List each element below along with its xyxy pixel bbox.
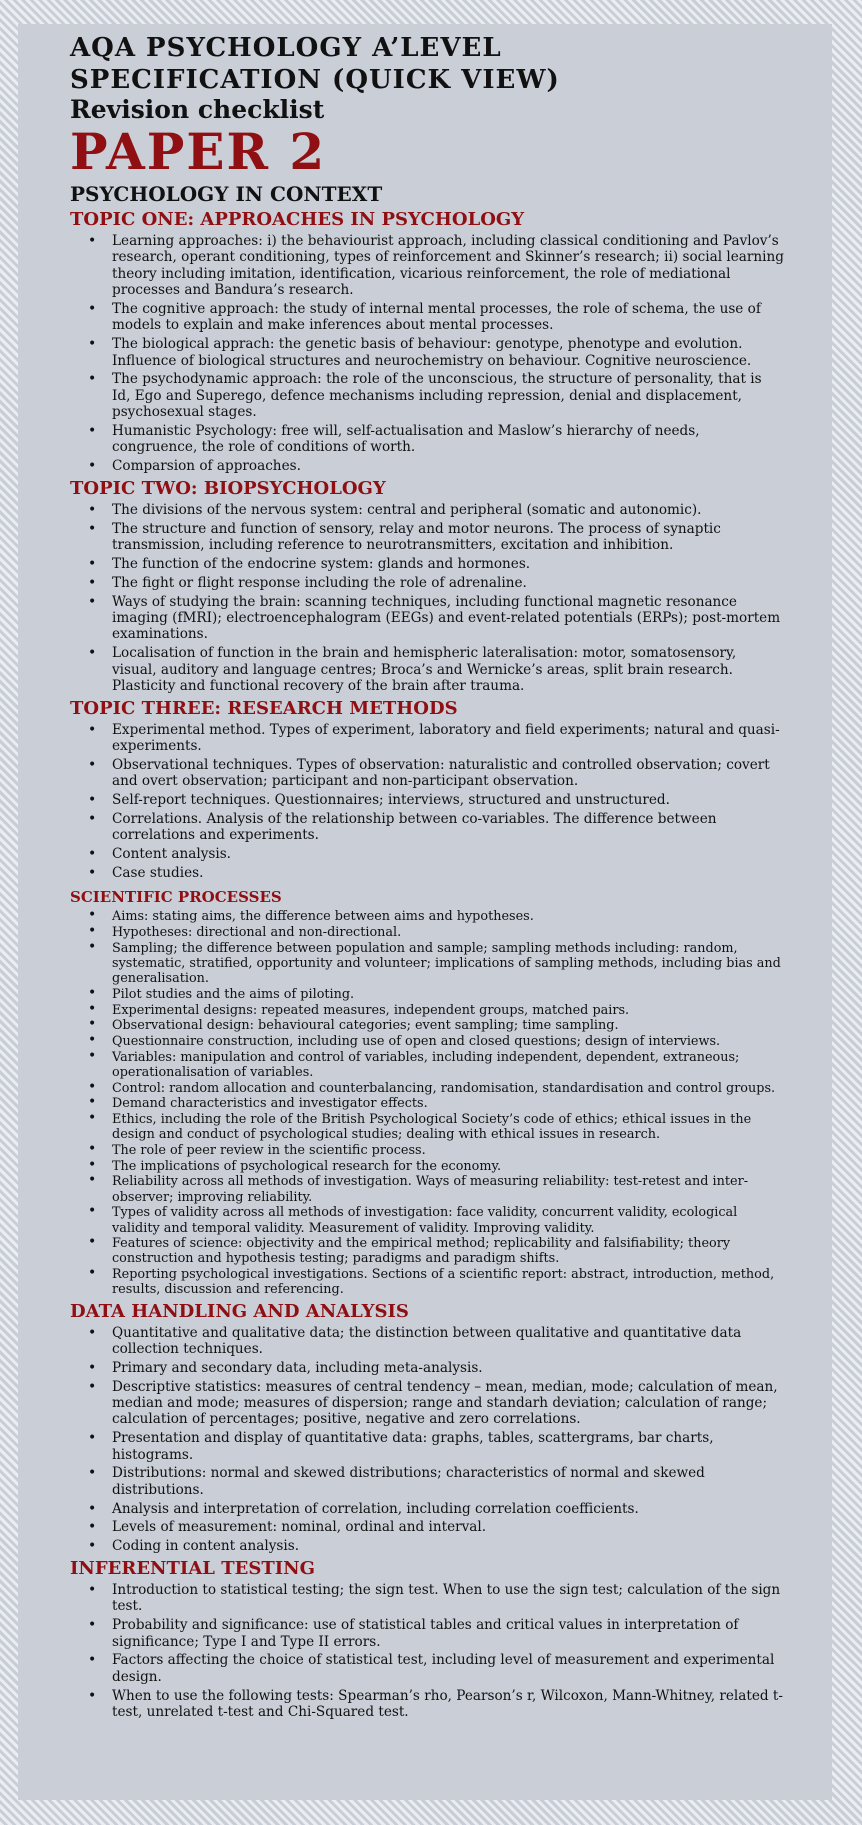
paper-heading: PAPER 2 (70, 122, 327, 181)
list-item: • Presentation and display of quantitative data: graphs, tables, scattergrams, bar charts, histograms. (112, 1430, 784, 1463)
section-list (70, 233, 784, 475)
section (70, 1557, 784, 1720)
section-heading: TOPIC THREE: RESEARCH METHODS (70, 697, 458, 719)
list-item: • Types of validity across all methods of investigation: face validity, concurrent validity, ecological validity and temporal validity. Measurement of validity. Improving validity. (112, 1205, 784, 1235)
list-item: • Comparsion of approaches. (112, 458, 784, 474)
list-item: • Distributions: normal and skewed distributions; characteristics of normal and skewed distributions. (112, 1465, 784, 1498)
checklist-panel (18, 24, 832, 1800)
list-item: • Self-report techniques. Questionnaires; interviews, structured and unstructured. (112, 792, 784, 808)
list-item: • The implications of psychological research for the economy. (112, 1159, 784, 1174)
section-heading: TOPIC ONE: APPROACHES IN PSYCHOLOGY (70, 209, 525, 230)
context-heading: PSYCHOLOGY IN CONTEXT (70, 182, 383, 206)
list-item: • Hypotheses: directional and non-directional. (112, 925, 784, 940)
list-item: • Coding in content analysis. (112, 1538, 784, 1554)
list-item: • Control: random allocation and counterbalancing, randomisation, standardisation and control groups. (112, 1081, 784, 1096)
list-item: • Observational design: behavioural categories; event sampling; time sampling. (112, 1018, 784, 1033)
list-item: • Humanistic Psychology: free will, self-actualisation and Maslow’s hierarchy of needs, congruence, the role of conditions of worth. (112, 423, 784, 456)
section (70, 477, 784, 694)
list-item: • The psychodynamic approach: the role of the unconscious, the structure of personality, that is Id, Ego and Superego, defence mechanisms including repression, denial and displacement, psychosexual stages. (112, 371, 784, 420)
list-item: • The cognitive approach: the study of internal mental processes, the role of schema, the use of models to explain and make inferences about mental processes. (112, 301, 784, 334)
list-item: • Ethics, including the role of the British Psychological Society’s code of ethics; ethical issues in the design and conduct of psychological studies; dealing with ethical issues in research. (112, 1112, 784, 1142)
doc-title-line2: SPECIFICATION (QUICK VIEW) (70, 65, 560, 95)
list-item: • The divisions of the nervous system: central and peripheral (somatic and autonomic). (112, 502, 784, 518)
section-list (70, 722, 784, 882)
list-item: • Features of science: objectivity and the empirical method; replicability and falsifiability; theory construction and hypothesis testing; paradigms and paradigm shifts. (112, 1236, 784, 1266)
list-item: • Levels of measurement: nominal, ordinal and interval. (112, 1519, 784, 1535)
list-item: • Content analysis. (112, 846, 784, 862)
list-item: • Primary and secondary data, including meta-analysis. (112, 1360, 784, 1376)
list-item: • Probability and significance: use of statistical tables and critical values in interpretation of significance; Type I and Type II errors. (112, 1617, 784, 1650)
list-item: • Variables: manipulation and control of variables, including independent, dependent, extraneous; operationalisation of variables. (112, 1050, 784, 1080)
list-item: • The role of peer review in the scientific process. (112, 1143, 784, 1158)
list-item: • The function of the endocrine system: glands and hormones. (112, 556, 784, 572)
section-list (70, 1582, 784, 1720)
list-item: • Questionnaire construction, including use of open and closed questions; design of interviews. (112, 1034, 784, 1049)
list-item: • Experimental method. Types of experiment, laboratory and field experiments; natural and quasi-experiments. (112, 722, 784, 755)
section (70, 208, 784, 475)
section-list (70, 909, 784, 1297)
list-item: • Pilot studies and the aims of piloting. (112, 987, 784, 1002)
list-item: • Ways of studying the brain: scanning techniques, including functional magnetic resonance imaging (fMRI); electroencephalogram (EEGs) and event-related potentials (ERPs); post-mortem examinations. (112, 594, 784, 643)
list-item: • Quantitative and qualitative data; the distinction between qualitative and quantitative data collection techniques. (112, 1325, 784, 1358)
section-heading: TOPIC TWO: BIOPSYCHOLOGY (70, 478, 386, 500)
section (70, 1300, 784, 1555)
list-item: • Aims: stating aims, the difference between aims and hypotheses. (112, 909, 784, 924)
list-item: • The biological apprach: the genetic basis of behaviour: genotype, phenotype and evolution. Influence of biological structures and neurochemistry on behaviour. Cognitive neuroscience. (112, 336, 784, 369)
list-item: • Experimental designs: repeated measures, independent groups, matched pairs. (112, 1003, 784, 1018)
list-item: • Localisation of function in the brain and hemispheric lateralisation: motor, somatosensory, visual, auditory and language centres; Broca’s and Wernicke’s areas, split brain research. Plasticity and functional recovery of the brain after trauma. (112, 645, 784, 694)
section-heading: SCIENTIFIC PROCESSES (70, 888, 282, 907)
list-item: • When to use the following tests: Spearman’s rho, Pearson’s r, Wilcoxon, Mann-Whitney, related t-test, unrelated t-test and Chi-Squared test. (112, 1688, 784, 1721)
list-item: • The structure and function of sensory, relay and motor neurons. The process of synaptic transmission, including reference to neurotransmitters, excitation and inhibition. (112, 521, 784, 554)
list-item: • Learning approaches: i) the behaviourist approach, including classical conditioning and Pavlov’s research, operant conditioning, types of reinforcement and Skinner’s research; ii) social learning theory including imitation, identification, vicarious reinforcement, the role of mediational processes and Bandura’s research. (112, 233, 784, 299)
list-item: • Introduction to statistical testing; the sign test. When to use the sign test; calculation of the sign test. (112, 1582, 784, 1615)
list-item: • Reporting psychological investigations. Sections of a scientific report: abstract, introduction, method, results, discussion and referencing. (112, 1267, 784, 1297)
list-item: • Case studies. (112, 865, 784, 881)
section (70, 887, 784, 1297)
list-item: • Analysis and interpretation of correlation, including correlation coefficients. (112, 1501, 784, 1517)
list-item: • Descriptive statistics: measures of central tendency – mean, median, mode; calculation of mean, median and mode; measures of dispersion; range and standarh deviation; calculation of range; calculation of percentages; positive, negative and zero correlations. (112, 1379, 784, 1428)
list-item: • Reliability across all methods of investigation. Ways of measuring reliability: test-retest and inter-observer; improving reliability. (112, 1174, 784, 1204)
list-item: • Demand characteristics and investigator effects. (112, 1096, 784, 1111)
section-list (70, 1325, 784, 1555)
list-item: • Correlations. Analysis of the relationship between co-variables. The difference between correlations and experiments. (112, 811, 784, 844)
section-list (70, 502, 784, 694)
section (70, 697, 784, 882)
list-item: • Factors affecting the choice of statistical test, including level of measurement and experimental design. (112, 1652, 784, 1685)
list-item: • Observational techniques. Types of observation: naturalistic and controlled observation; covert and overt observation; participant and non-participant observation. (112, 757, 784, 790)
doc-subtitle: Revision checklist (70, 95, 325, 124)
list-item: • The fight or flight response including the role of adrenaline. (112, 575, 784, 591)
section-heading: DATA HANDLING AND ANALYSIS (70, 1300, 409, 1322)
sections-container (70, 208, 784, 1720)
doc-title-line1: AQA PSYCHOLOGY A’LEVEL (70, 33, 502, 63)
section-heading: INFERENTIAL TESTING (70, 1557, 315, 1579)
list-item: • Sampling; the difference between population and sample; sampling methods including: random, systematic, stratified, opportunity and volunteer; implications of sampling methods, including bias and generalisation. (112, 941, 784, 987)
